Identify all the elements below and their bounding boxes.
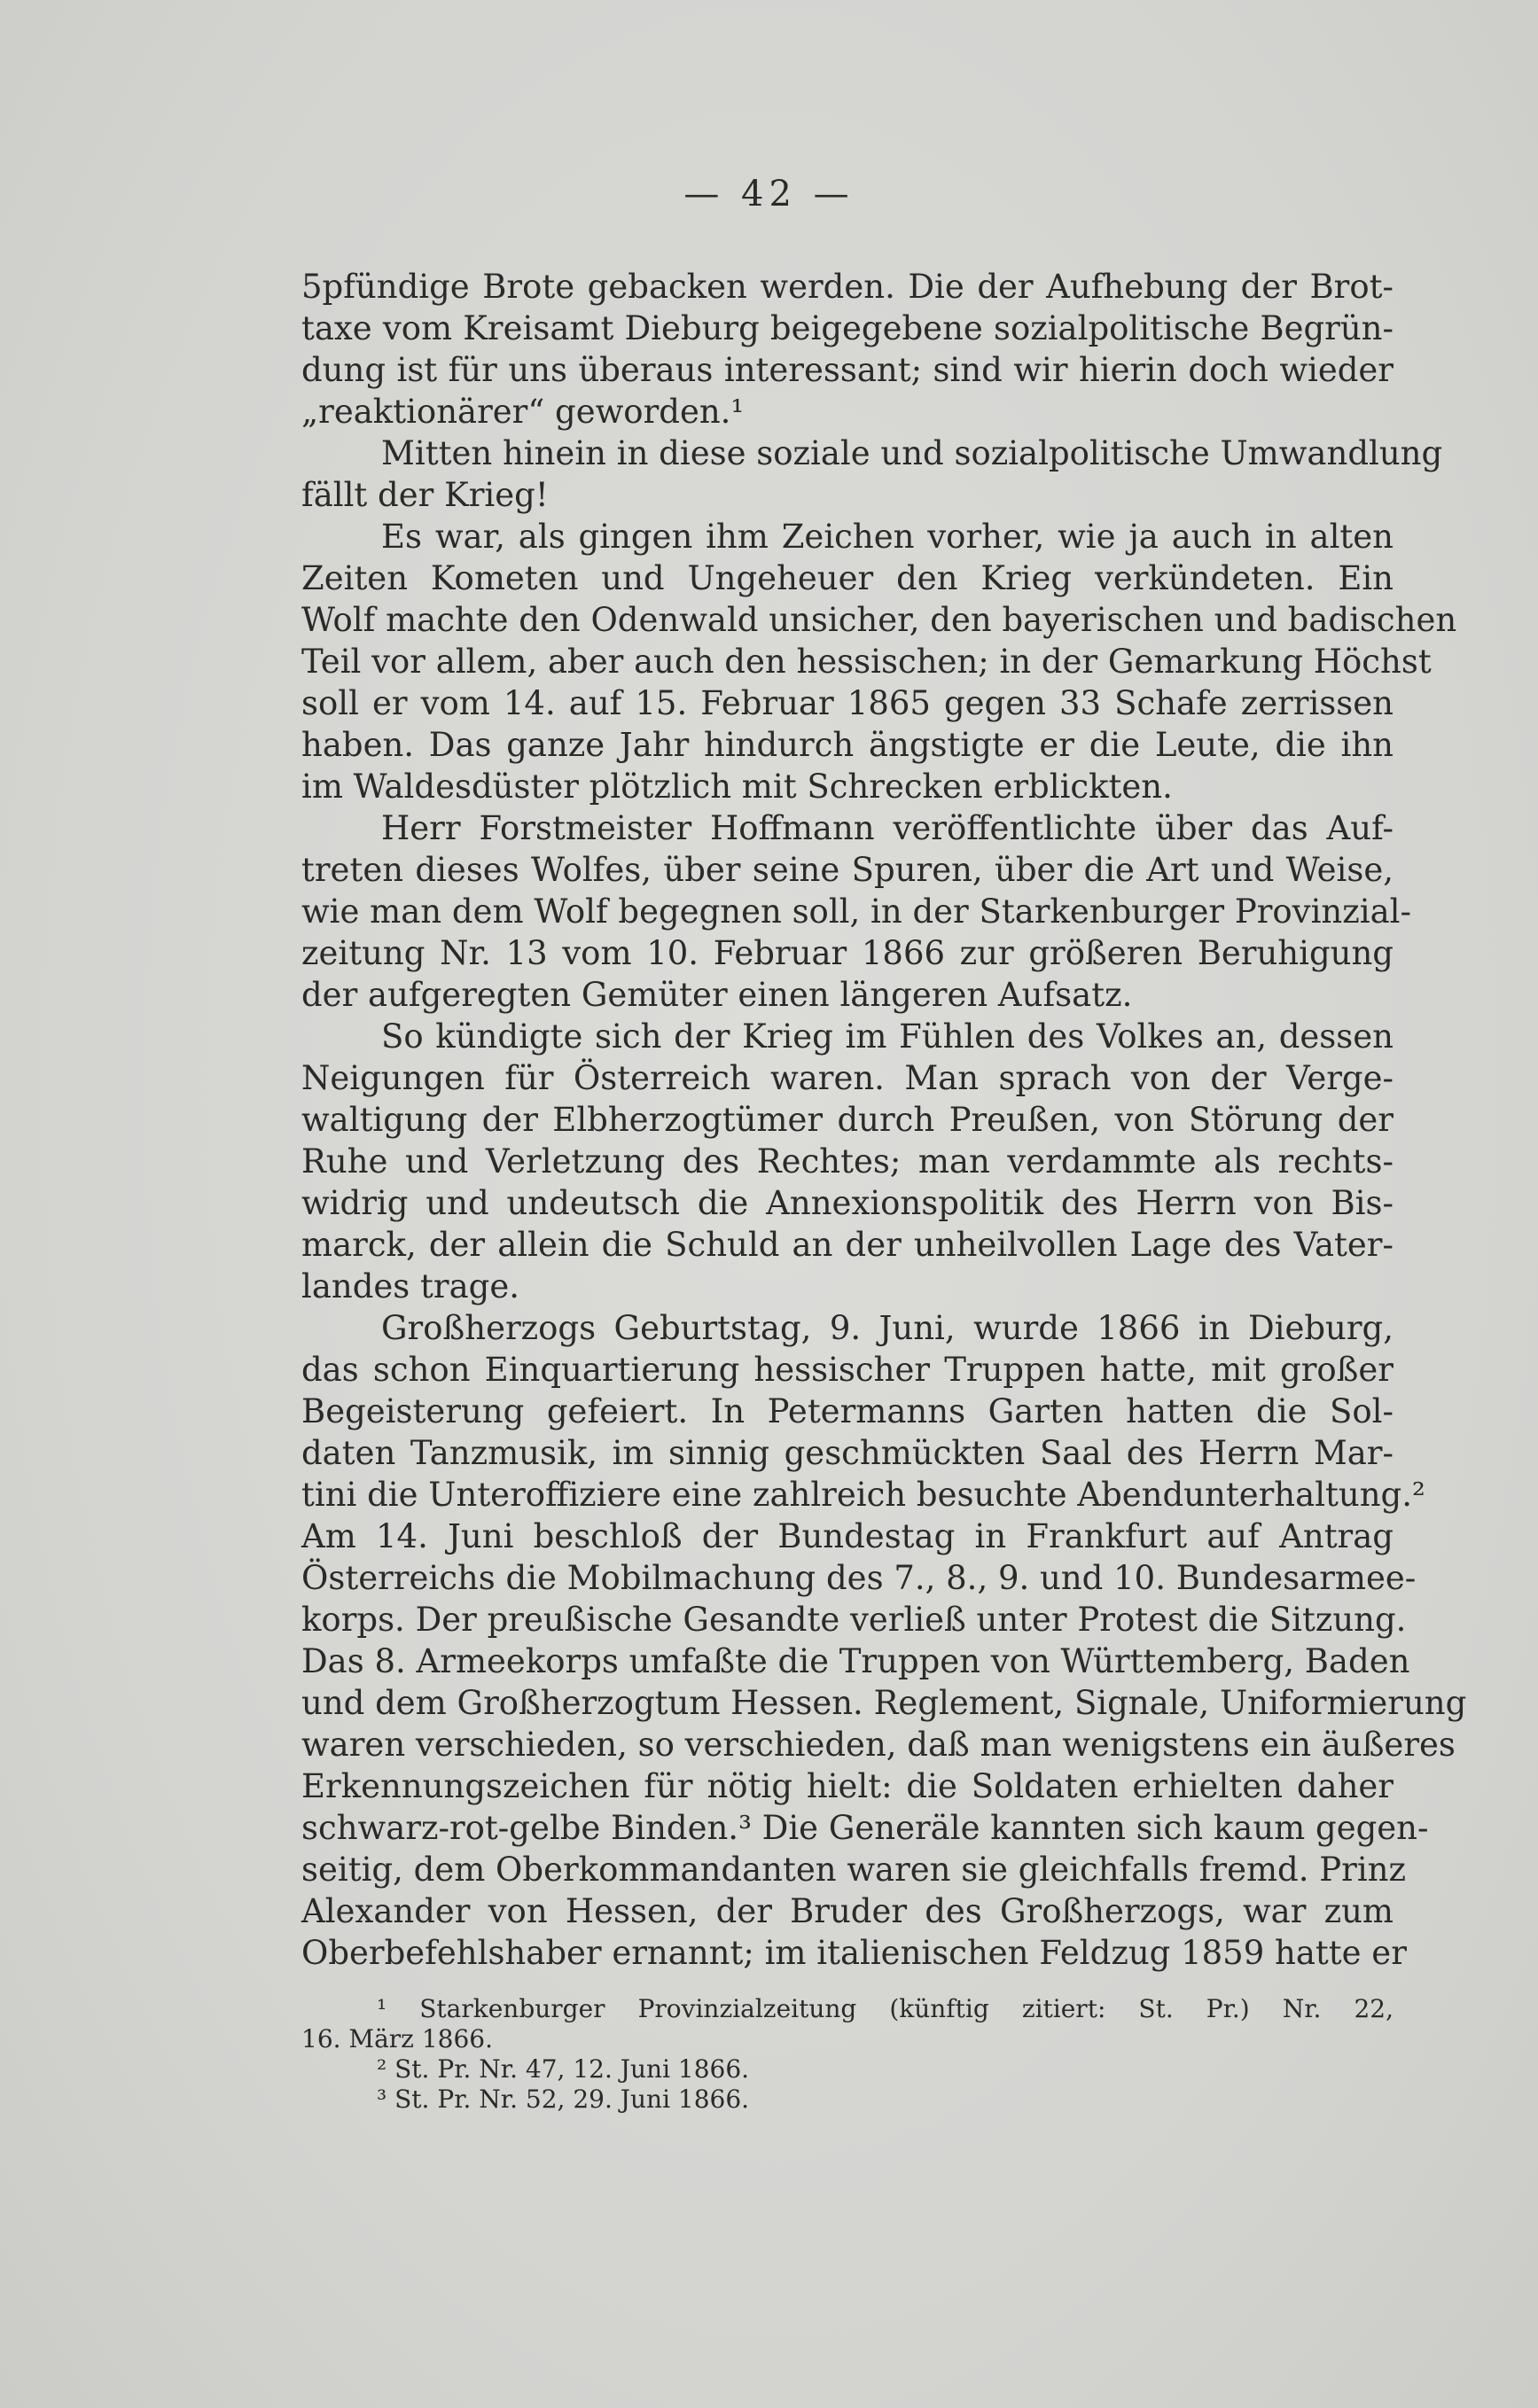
page-number: — 42 — xyxy=(683,174,855,214)
text-line: Oberbefehlshaber ernannt; im italienischen Feldzug 1859 hatte er xyxy=(301,1934,1407,1972)
text-line: dung ist für uns überaus interessant; sind wir hierin doch wieder xyxy=(301,351,1394,389)
text-line: seitig, dem Oberkommandanten waren sie gleichfalls fremd. Prinz xyxy=(301,1851,1407,1889)
text-line: Mitten hinein in diese soziale und sozialpolitische Umwandlung xyxy=(381,434,1443,472)
text-line: 5pfündige Brote gebacken werden. Die der Aufhebung der Brot- xyxy=(301,268,1394,306)
text-line: waren verschieden, so verschieden, daß man wenigstens ein äußeres xyxy=(301,1726,1456,1764)
footnotes xyxy=(301,1994,1394,2115)
footnote-line: ³ St. Pr. Nr. 52, 29. Juni 1866. xyxy=(377,2085,750,2114)
text-line: daten Tanzmusik, im sinnig geschmückten Saal des Herrn Mar- xyxy=(301,1434,1394,1472)
text-line: Begeisterung gefeiert. In Petermanns Garten hatten die Sol- xyxy=(301,1392,1394,1430)
text-line: fällt der Krieg! xyxy=(301,476,549,514)
text-line: „reaktionärer“ geworden.¹ xyxy=(301,393,745,431)
text-line: marck, der allein die Schuld an der unheilvollen Lage des Vater- xyxy=(301,1226,1394,1264)
text-line: Wolf machte den Odenwald unsicher, den bayerischen und badischen xyxy=(301,601,1457,639)
text-line: Am 14. Juni beschloß der Bundestag in Frankfurt auf Antrag xyxy=(301,1517,1394,1555)
text-line: Neigungen für Österreich waren. Man sprach von der Verge- xyxy=(301,1059,1394,1097)
text-line: Ruhe und Verletzung des Rechtes; man verdammte als rechts- xyxy=(301,1142,1394,1181)
text-line: taxe vom Kreisamt Dieburg beigegebene sozialpolitische Begrün- xyxy=(301,309,1394,347)
text-line: Alexander von Hessen, der Bruder des Großherzogs, war zum xyxy=(301,1892,1394,1930)
text-line: widrig und undeutsch die Annexionspolitik des Herrn von Bis- xyxy=(301,1184,1394,1222)
text-line: So kündigte sich der Krieg im Fühlen des Volkes an, dessen xyxy=(381,1017,1394,1056)
text-line: korps. Der preußische Gesandte verließ unter Protest die Sitzung. xyxy=(301,1601,1407,1639)
text-line: Österreichs die Mobilmachung des 7., 8., 9. und 10. Bundesarmee- xyxy=(301,1559,1417,1597)
text-line: treten dieses Wolfes, über seine Spuren, über die Art und Weise, xyxy=(301,851,1394,889)
text-line: schwarz-rot-gelbe Binden.³ Die Generäle kannten sich kaum gegen- xyxy=(301,1809,1429,1847)
text-line: Erkennungszeichen für nötig hielt: die Soldaten erhielten daher xyxy=(301,1767,1394,1805)
text-line: Zeiten Kometen und Ungeheuer den Krieg verkündeten. Ein xyxy=(301,559,1394,597)
text-line: zeitung Nr. 13 vom 10. Februar 1866 zur größeren Beruhigung xyxy=(301,934,1394,972)
text-line: Das 8. Armeekorps umfaßte die Truppen von Württemberg, Baden xyxy=(301,1642,1410,1680)
footnote-line: ² St. Pr. Nr. 47, 12. Juni 1866. xyxy=(377,2054,750,2084)
text-line: landes trage. xyxy=(301,1267,520,1305)
text-line: das schon Einquartierung hessischer Truppen hatte, mit großer xyxy=(301,1351,1394,1389)
text-line: Herr Forstmeister Hoffmann veröffentlichte über das Auf- xyxy=(381,809,1394,847)
text-line: der aufgeregten Gemüter einen längeren Aufsatz. xyxy=(301,976,1133,1014)
text-line: Teil vor allem, aber auch den hessischen; in der Gemarkung Höchst xyxy=(301,643,1432,681)
text-line: tini die Unteroffiziere eine zahlreich besuchte Abendunterhaltung.² xyxy=(301,1476,1425,1514)
text-line: haben. Das ganze Jahr hindurch ängstigte er die Leute, die ihn xyxy=(301,726,1394,764)
text-line: soll er vom 14. auf 15. Februar 1865 gegen 33 Schafe zerrissen xyxy=(301,684,1394,722)
text-line: waltigung der Elbherzogtümer durch Preußen, von Störung der xyxy=(301,1101,1394,1139)
footnote-line: ¹ Starkenburger Provinzialzeitung (künftig zitiert: St. Pr.) Nr. 22, xyxy=(377,1994,1394,2023)
text-line: und dem Großherzogtum Hessen. Reglement, Signale, Uniformierung xyxy=(301,1684,1467,1722)
text-line: Großherzogs Geburtstag, 9. Juni, wurde 1866 in Dieburg, xyxy=(381,1309,1394,1347)
footnote-line: 16. März 1866. xyxy=(301,2024,493,2053)
text-line: im Waldesdüster plötzlich mit Schrecken erblickten. xyxy=(301,768,1173,806)
text-line: wie man dem Wolf begegnen soll, in der Starkenburger Provinzial- xyxy=(301,892,1411,931)
body-text xyxy=(301,266,1467,1974)
text-line: Es war, als gingen ihm Zeichen vorher, wie ja auch in alten xyxy=(381,518,1394,556)
